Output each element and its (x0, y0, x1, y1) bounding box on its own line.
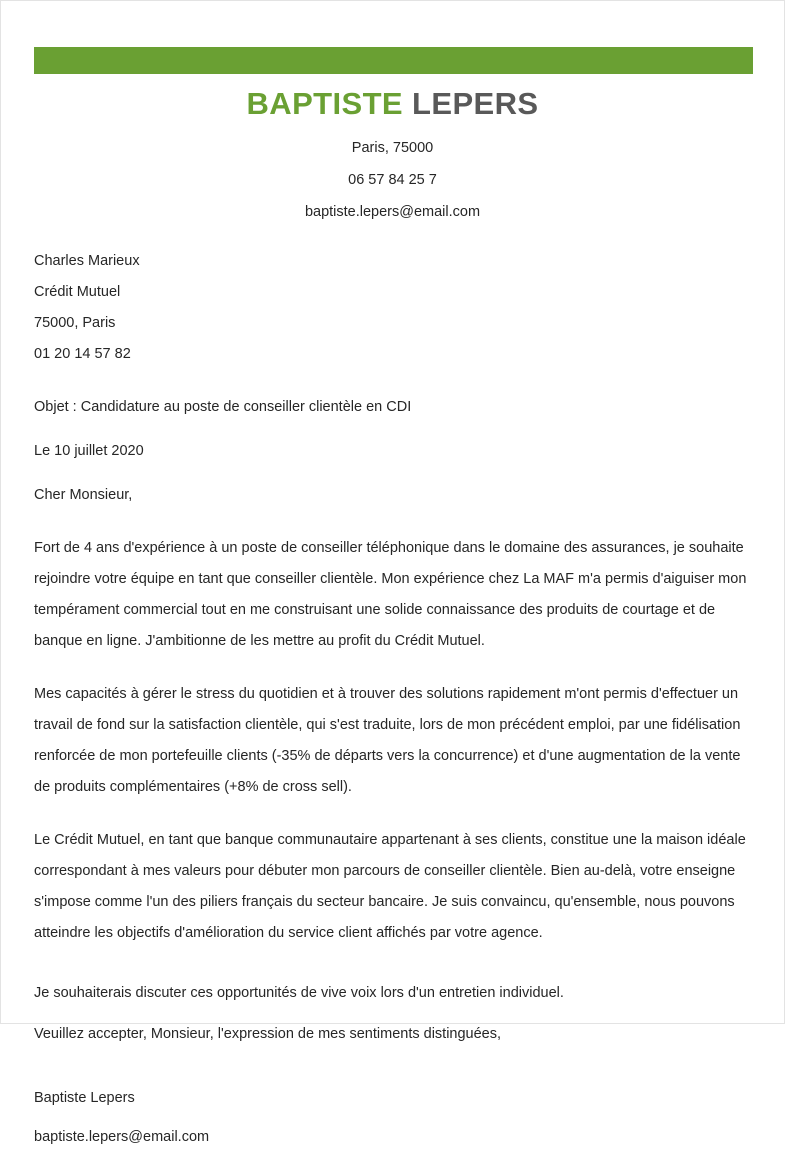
recipient-name: Charles Marieux (34, 253, 140, 269)
applicant-first-name: BAPTISTE (246, 86, 404, 121)
letter-paragraph-1: Fort de 4 ans d'expérience à un poste de conseiller téléphonique dans le domaine des assurances, je souhaite rejoindre votre équipe en tant que conseiller clientèle. Mon expérience chez La MAF m'a permis d'aiguiser mon tempérament commercial tout en me construisant une solide connaissance des produits de courtage et de banque en ligne. J'ambitionne de les mettre au profit du Crédit Mutuel. (34, 540, 747, 649)
signature-name: Baptiste Lepers (34, 1090, 135, 1106)
recipient-phone: 01 20 14 57 82 (34, 346, 131, 362)
letter-paragraph-2: Mes capacités à gérer le stress du quotidien et à trouver des solutions rapidement m'ont permis d'effectuer un travail de fond sur la satisfaction clientèle, qui s'est traduite, lors de mon précédent emploi, par une fidélisation renforcée de mon portefeuille clients (-35% de départs vers la concurrence) et d'une augmentation de la vente de produits complémentaires (+8% de cross sell). (34, 686, 741, 795)
recipient-block (34, 246, 753, 370)
letter-salutation: Cher Monsieur, (34, 487, 133, 503)
page-title (1, 87, 784, 121)
green-accent-bar (34, 47, 753, 74)
applicant-phone: 06 57 84 25 7 (348, 172, 437, 188)
recipient-address: 75000, Paris (34, 315, 116, 331)
signature-email: baptiste.lepers@email.com (34, 1129, 210, 1145)
letter-subject: Objet : Candidature au poste de conseiller clientèle en CDI (34, 399, 412, 415)
letter-paragraph-3: Le Crédit Mutuel, en tant que banque communautaire appartenant à ses clients, constitue une la maison idéale correspondant à mes valeurs pour débuter mon parcours de conseiller clientèle. Bien au-delà, votre enseigne s'impose comme l'un des piliers français du secteur bancaire. Je suis convaincu, qu'ensemble, nous pouvons atteindre les objectifs d'amélioration du service client affichés par votre agence. (34, 832, 746, 941)
recipient-company: Crédit Mutuel (34, 284, 121, 300)
letter-closing-formula: Veuillez accepter, Monsieur, l'expression de mes sentiments distinguées, (34, 1026, 502, 1042)
applicant-email: baptiste.lepers@email.com (304, 204, 481, 220)
letter-date: Le 10 juillet 2020 (34, 443, 144, 459)
applicant-last-name: LEPERS (412, 86, 539, 121)
applicant-city: Paris, 75000 (351, 140, 434, 156)
letter-body (34, 246, 753, 1153)
name-separator (403, 86, 412, 121)
letter-closing-request: Je souhaiterais discuter ces opportunités de vive voix lors d'un entretien individuel. (34, 985, 564, 1001)
